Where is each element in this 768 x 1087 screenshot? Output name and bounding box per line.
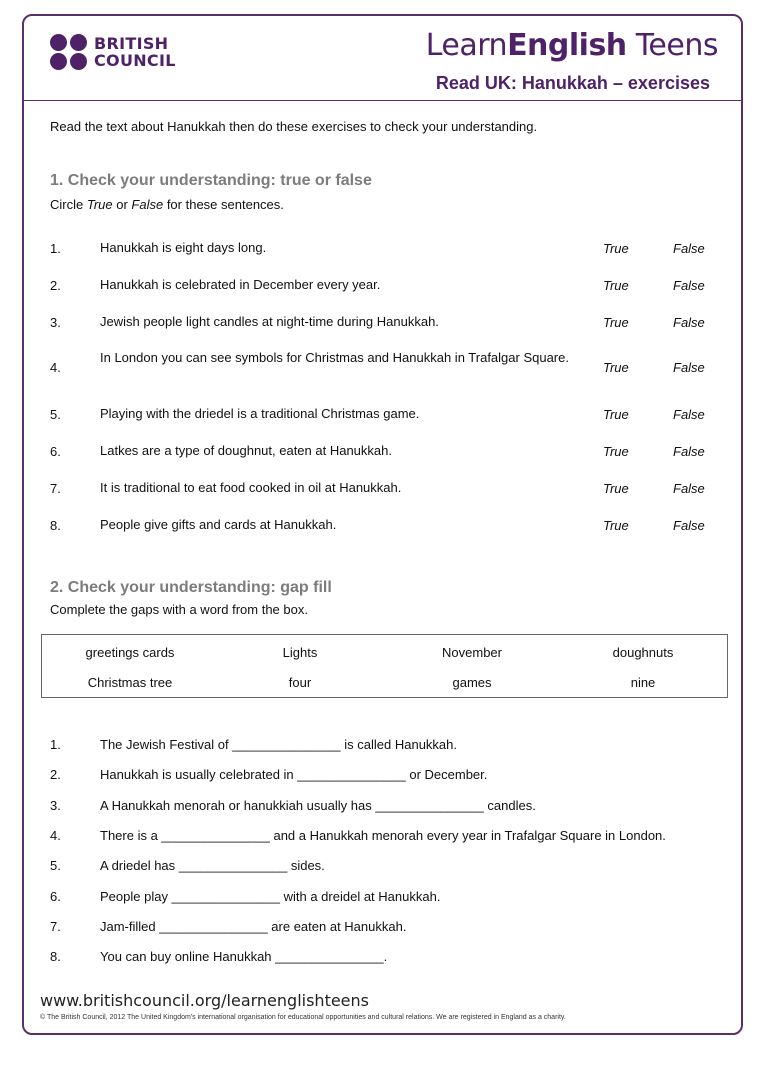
true-option[interactable]: True: [603, 518, 629, 533]
false-option[interactable]: False: [673, 481, 705, 496]
gap-fill-number: 3.: [50, 797, 61, 813]
gap-fill-sentence[interactable]: The Jewish Festival of _______________ is called Hanukkah.: [100, 737, 458, 752]
instr-mid: or: [112, 197, 132, 212]
tf-item-number: 5.: [50, 407, 61, 422]
tf-item-statement: Playing with the driedel is a traditional Christmas game.: [100, 406, 420, 421]
false-option[interactable]: False: [673, 407, 705, 422]
gap-fill-sentence[interactable]: A driedel has _______________ sides.: [100, 858, 325, 874]
intro-text: Read the text about Hanukkah then do these exercises to check your understanding.: [50, 119, 538, 134]
header-divider: [24, 100, 741, 101]
gap-fill-number: 6.: [50, 888, 61, 904]
gap-fill-number: 2.: [50, 767, 61, 783]
true-option[interactable]: True: [603, 407, 629, 422]
tf-item-number: 6.: [50, 444, 61, 459]
gap-fill-number: 5.: [50, 858, 61, 874]
word-box-item: nine: [630, 675, 656, 690]
instr-post: for these sentences.: [163, 197, 284, 212]
page-title: Read UK: Hanukkah – exercises: [435, 73, 710, 93]
gap-fill-sentence[interactable]: Jam-filled _______________ are eaten at Hanukkah.: [100, 918, 407, 934]
gap-fill-number: 1.: [50, 737, 61, 752]
true-option[interactable]: True: [603, 360, 629, 375]
learnenglish-teens-brand: [426, 28, 718, 63]
brand-light: Learn: [425, 28, 508, 63]
false-option[interactable]: False: [673, 444, 705, 459]
section2-instructions: Complete the gaps with a word from the box.: [50, 602, 308, 617]
tf-item-statement: Jewish people light candles at night-time during Hanukkah.: [100, 314, 439, 329]
tf-item-number: 2.: [50, 278, 61, 293]
brand-bold: English: [507, 28, 627, 63]
tf-item-number: 7.: [50, 481, 61, 496]
true-option[interactable]: True: [603, 444, 629, 459]
false-option[interactable]: False: [673, 315, 705, 330]
tf-item-statement: It is traditional to eat food cooked in oil at Hanukkah.: [100, 480, 402, 495]
section1-heading: 1. Check your understanding: true or false: [50, 172, 372, 189]
footer-copyright: © The British Council, 2012 The United Kingdom's international organisation for educational opportunities and cultural relations. We are registered in England as a charity.: [40, 1014, 566, 1021]
tf-item-statement: People give gifts and cards at Hanukkah.: [100, 517, 337, 532]
instr-false: False: [131, 197, 164, 212]
footer-url: www.britishcouncil.org/learnenglishteens: [40, 991, 369, 1010]
section1-instructions: [50, 197, 284, 212]
tf-item-number: 3.: [50, 315, 61, 330]
tf-item-statement: In London you can see symbols for Christmas and Hanukkah in Trafalgar Square.: [100, 350, 569, 365]
false-option[interactable]: False: [673, 241, 705, 256]
gap-fill-number: 7.: [50, 918, 61, 934]
instr-pre: Circle: [50, 197, 87, 212]
section2-heading: 2. Check your understanding: gap fill: [50, 579, 332, 596]
true-option[interactable]: True: [603, 278, 629, 293]
logo-line-2: COUNCIL: [94, 51, 176, 70]
tf-item-statement: Hanukkah is eight days long.: [100, 240, 267, 255]
gap-fill-number: 4.: [50, 827, 61, 843]
gap-fill-sentence[interactable]: A Hanukkah menorah or hanukkiah usually has _______________ candles.: [100, 797, 536, 813]
logo-text: [94, 35, 176, 69]
word-box-item: November: [442, 645, 502, 660]
word-box-item: Lights: [282, 645, 318, 660]
word-box-item: games: [452, 675, 492, 690]
false-option[interactable]: False: [673, 360, 705, 375]
tf-item-number: 1.: [50, 241, 61, 256]
word-box: [41, 634, 728, 698]
false-option[interactable]: False: [673, 518, 705, 533]
true-option[interactable]: True: [603, 241, 629, 256]
tf-item-number: 4.: [50, 360, 61, 375]
word-box-item: four: [288, 675, 312, 690]
gap-fill-sentence[interactable]: Hanukkah is usually celebrated in _______________ or December.: [100, 767, 488, 783]
word-box-item: doughnuts: [612, 645, 674, 660]
word-box-item: greetings cards: [85, 645, 175, 660]
true-option[interactable]: True: [603, 315, 629, 330]
instr-true: True: [86, 197, 113, 212]
logo-dots-icon: [50, 34, 90, 72]
gap-fill-sentence[interactable]: There is a _______________ and a Hanukkah menorah every year in Trafalgar Square in London.: [100, 827, 666, 843]
gap-fill-sentence[interactable]: People play _______________ with a dreidel at Hanukkah.: [100, 888, 441, 904]
true-option[interactable]: True: [603, 481, 629, 496]
word-box-item: Christmas tree: [87, 675, 173, 690]
gap-fill-sentence[interactable]: You can buy online Hanukkah _______________.: [100, 949, 388, 965]
false-option[interactable]: False: [673, 278, 705, 293]
tf-item-statement: Hanukkah is celebrated in December every year.: [100, 277, 381, 292]
gap-fill-number: 8.: [50, 949, 61, 965]
tf-item-statement: Latkes are a type of doughnut, eaten at Hanukkah.: [100, 443, 392, 458]
logo-line-1: BRITISH: [94, 34, 169, 53]
tf-item-number: 8.: [50, 518, 61, 533]
brand-tail: Teens: [626, 28, 718, 63]
